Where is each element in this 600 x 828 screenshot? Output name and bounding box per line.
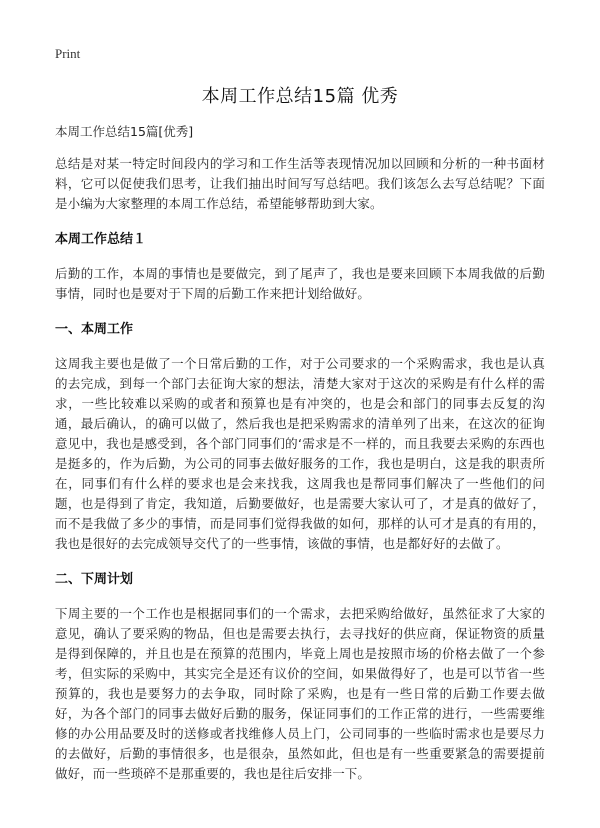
print-link[interactable]: Print	[55, 46, 81, 61]
intro-paragraph: 总结是对某一特定时间段内的学习和工作生活等表现情况加以回顾和分析的一种书面材料，它可以促使我们思考，让我们抽出时间写写总结吧。我们该怎么去写总结呢？下面是小编为大家整理的本周工作总结，希望能够帮助到大家。	[55, 156, 545, 211]
document-subtitle: 本周工作总结15篇[优秀]	[55, 124, 194, 139]
page-title: 本周工作总结15篇 优秀	[201, 86, 399, 107]
section-heading-next-week: 二、下周计划	[55, 572, 134, 587]
next-week-paragraph: 下周主要的一个工作也是根据同事们的一个需求，去把采购给做好，虽然征求了大家的意见，确认了要采购的物品，但也是需要去执行，去寻找好的供应商，保证物资的质量是得到保障的，并且也是在预算的范围内，毕竟上周也是按照市场的价格去做了一个参考，但实际的采购中，其实完全是还有议价的空间，如果做得好了，也是可以节省一些预算的，我也是要努力的去争取，同时除了采购，也是有一些日常的后勤工作要去做好，为各个部门的同事去做好后勤的服务，保证同事们的工作正常的进行，一些需要维修的办公用品要及时的送修或者找维修人员上门，公司同事的一些临时需求也是要尽力的去做好，后勤的事情很多，也是很杂，虽然如此，但也是有一些重要紧急的需要提前做好，而一些琐碎不是那重要的，我也是往后安排一下。	[55, 606, 545, 781]
this-week-paragraph: 这周我主要也是做了一个日常后勤的工作，对于公司要求的一个采购需求，我也是认真的去完成，到每一个部门去征询大家的想法，清楚大家对于这次的采购是有什么样的需求，一些比较难以采购的或者和预算也是有冲突的，也是会和部门的同事去反复的沟通，最后确认，的确可以做了，然后我也是把采购需求的清单列了出来，在这次的征询意见中，我也是感受到，各个部门同事们的‘需求是不一样的，而且我要去采购的东西也是挺多的，作为后勤，为公司的同事去做好服务的工作，我也是明白，这是我的职责所在，同事们有什么样的要求也是会来找我，这周我也是帮同事们解决了一些他们的问题，也是得到了肯定，我知道，后勤要做好，也是需要大家认可了，才是真的做好了，而不是我做了多少的事情，而是同事们觉得我做的如何，那样的认可才是真的有用的，我也是很好的去完成领导交代了的一些事情，该做的事情，也是都好好的去做了。	[55, 356, 545, 551]
document-body	[55, 122, 545, 800]
summary-1-paragraph: 后勤的工作，本周的事情也是要做完，到了尾声了，我也是要来回顾下本周我做的后勤事情，同时也是要对于下周的后勤工作来把计划给做好。	[55, 266, 545, 301]
section-heading-summary-1: 本周工作总结１	[55, 232, 147, 247]
section-heading-this-week: 一、本周工作	[55, 322, 134, 337]
